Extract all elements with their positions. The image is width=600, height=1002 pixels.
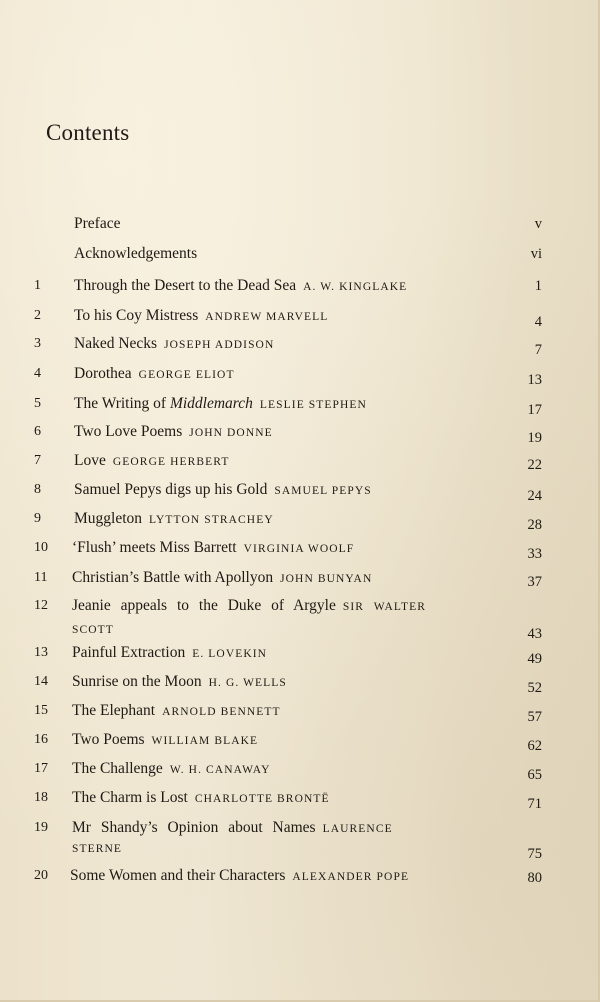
entry-page: v (534, 216, 542, 232)
entry-page: 4 (534, 314, 542, 330)
toc-entry (0, 672, 600, 698)
toc-entry-acknowledgements (0, 244, 600, 270)
entry-title: Jeanie appeals to the Duke of Argyle (72, 597, 336, 614)
entry-author: JOHN BUNYAN (280, 573, 373, 585)
entry-title: Two Love Poems (74, 423, 183, 440)
entry-number: 11 (34, 570, 48, 585)
entry-number: 12 (34, 598, 48, 613)
entry-title-italic: Middlemarch (169, 395, 253, 412)
entry-number: 15 (34, 703, 48, 718)
entry-page: 28 (527, 517, 542, 533)
entry-title: Two Poems (72, 731, 145, 748)
entry-title: Through the Desert to the Dead Sea (74, 277, 297, 294)
entry-number: 19 (34, 820, 48, 835)
entry-number: 20 (34, 868, 48, 883)
entry-author: H. G. WELLS (208, 677, 287, 689)
entry-author: W. H. CANAWAY (169, 764, 271, 776)
toc-entry-preface (0, 214, 600, 240)
entry-number: 10 (34, 540, 48, 555)
entry-page: 33 (527, 546, 542, 562)
toc-entry (0, 701, 600, 727)
entry-author: SIR WALTER (342, 601, 426, 613)
entry-page: 49 (527, 651, 542, 667)
entry-number: 16 (34, 732, 48, 747)
entry-title: Preface (74, 215, 121, 232)
entry-title: Dorothea (74, 365, 132, 382)
toc-entry (0, 364, 600, 390)
entry-page: 57 (527, 709, 542, 725)
entry-page: 71 (527, 796, 542, 812)
entry-author: ANDREW MARVELL (205, 311, 329, 323)
toc-entry (0, 818, 600, 864)
toc-entry (0, 451, 600, 477)
entry-page: 43 (527, 626, 542, 642)
entry-author: CHARLOTTE BRONTË (194, 793, 330, 805)
entry-page: vi (530, 246, 542, 262)
entry-author-continued: STERNE (72, 843, 123, 855)
entry-title: The Charm is Lost (72, 789, 188, 806)
entry-title: The Challenge (72, 760, 163, 777)
entry-page: 80 (527, 870, 542, 886)
entry-page: 17 (527, 402, 542, 418)
entry-page: 24 (527, 488, 542, 504)
entry-number: 3 (34, 336, 41, 351)
toc-entry (0, 643, 600, 669)
toc-entry (0, 422, 600, 448)
entry-page: 52 (527, 680, 542, 696)
entry-author: JOHN DONNE (189, 427, 273, 439)
entry-page: 7 (534, 342, 542, 358)
entry-title: To his Coy Mistress (74, 307, 199, 324)
toc-entry (0, 334, 600, 360)
entry-author: LYTTON STRACHEY (149, 514, 274, 526)
entry-page: 22 (527, 457, 542, 473)
page-title: Contents (46, 120, 130, 145)
entry-number: 1 (34, 278, 41, 293)
entry-title-prefix: The Writing of (74, 395, 170, 412)
entry-page: 75 (527, 846, 542, 862)
toc-entry (0, 538, 600, 564)
entry-author: VIRGINIA WOOLF (243, 543, 355, 555)
entry-title: Sunrise on the Moon (72, 673, 202, 690)
entry-author-continued: SCOTT (72, 624, 114, 636)
entry-title: Samuel Pepys digs up his Gold (74, 481, 268, 498)
toc-entry (0, 509, 600, 535)
toc-entry (0, 276, 600, 302)
toc-entry (0, 788, 600, 814)
entry-title: ‘Flush’ meets Miss Barrett (72, 539, 237, 556)
entry-number: 4 (34, 366, 41, 381)
entry-author: LAURENCE (322, 823, 393, 835)
toc-entry (0, 759, 600, 785)
toc-entry (0, 306, 600, 332)
entry-title: Some Women and their Characters (70, 867, 286, 884)
entry-number: 5 (34, 396, 41, 411)
toc-entry (0, 394, 600, 420)
entry-page: 1 (534, 278, 542, 294)
entry-title: Painful Extraction (72, 644, 186, 661)
entry-number: 2 (34, 308, 41, 323)
entry-title: The Elephant (72, 702, 156, 719)
entry-title: Love (74, 452, 106, 469)
entry-number: 14 (34, 674, 48, 689)
entry-author: JOSEPH ADDISON (164, 339, 275, 351)
entry-author: GEORGE ELIOT (138, 369, 235, 381)
entry-author: ARNOLD BENNETT (162, 706, 281, 718)
entry-page: 19 (527, 430, 542, 446)
entry-page: 37 (527, 574, 542, 590)
entry-author: A. W. KINGLAKE (303, 281, 408, 293)
entry-title: Christian’s Battle with Apollyon (72, 569, 274, 586)
entry-author: E. LOVEKIN (192, 648, 268, 660)
entry-number: 8 (34, 482, 41, 497)
entry-number: 6 (34, 424, 41, 439)
entry-page: 65 (527, 767, 542, 783)
toc-entry (0, 866, 600, 892)
entry-number: 18 (34, 790, 48, 805)
entry-number: 9 (34, 511, 41, 526)
entry-title: Muggleton (74, 510, 143, 527)
toc-entry (0, 568, 600, 594)
toc-entry (0, 730, 600, 756)
toc-entry (0, 596, 600, 642)
entry-author: WILLIAM BLAKE (151, 735, 259, 747)
entry-author: GEORGE HERBERT (112, 456, 230, 468)
toc-entry (0, 480, 600, 506)
entry-author: SAMUEL PEPYS (274, 485, 372, 497)
entry-number: 17 (34, 761, 48, 776)
entry-page: 13 (527, 372, 542, 388)
entry-title: Naked Necks (74, 335, 158, 352)
entry-title: Acknowledgements (74, 245, 198, 262)
entry-number: 13 (34, 645, 48, 660)
entry-number: 7 (34, 453, 41, 468)
entry-page: 62 (527, 738, 542, 754)
entry-title: Mr Shandy’s Opinion about Names (72, 819, 316, 836)
entry-author: LESLIE STEPHEN (259, 399, 367, 411)
entry-author: ALEXANDER POPE (292, 871, 410, 883)
